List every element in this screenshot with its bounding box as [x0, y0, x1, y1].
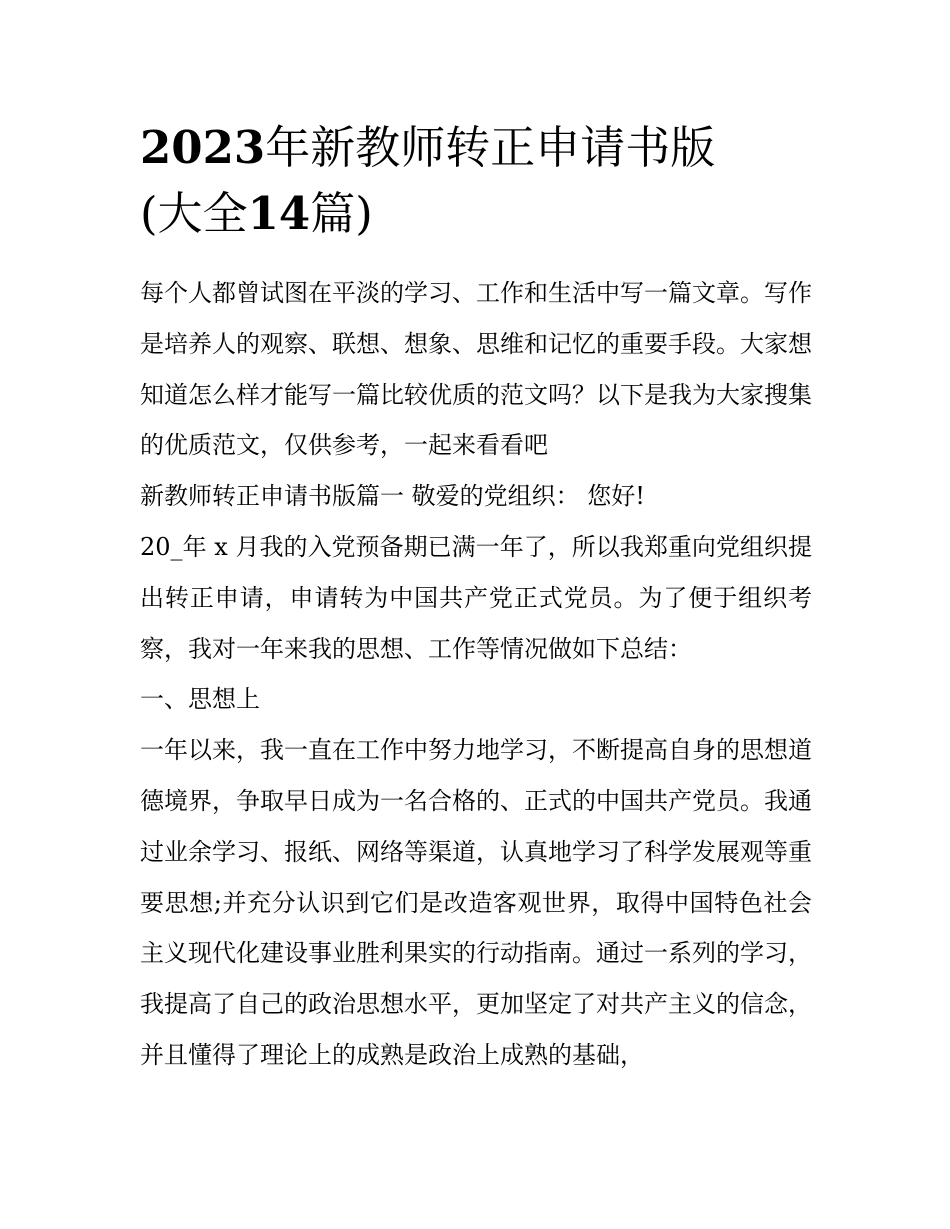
title-line-2 [140, 181, 812, 247]
paragraph-thought: 一年以来，我一直在工作中努力地学习，不断提高自身的思想道德境界，争取早日成为一名合格的、正式的中国共产党员。我通过业余学习、报纸、网络等渠道，认真地学习了科学发展观等重要思想;并充分认识到它们是改造客观世界，取得中国特色社会主义现代化建设事业胜利果实的行动指南。通过一系列的学习，我提高了自己的政治思想水平，更加坚定了对共产主义的信念，并且懂得了理论上的成熟是政治上成熟的基础， [140, 736, 812, 1069]
document-body [140, 268, 812, 1081]
title-text: 年新教师转正申请书版 [265, 121, 716, 174]
title-close: 篇) [310, 187, 373, 240]
paragraph-application: 20_年 x 月我的入党预备期已满一年了，所以我郑重向党组织提出转正申请，申请转为中国共产党正式党员。为了便于组织考察，我对一年来我的思想、工作等情况做如下总结： [140, 532, 812, 663]
document-title [140, 115, 812, 247]
document-content [140, 115, 812, 1081]
title-count: 14 [247, 187, 311, 240]
title-line-1 [140, 115, 812, 181]
section-heading-thought: 一、思想上 [140, 685, 260, 714]
title-open: (大全 [140, 187, 248, 240]
title-year: 2023 [140, 121, 266, 174]
paragraph-salutation: 新教师转正申请书版篇一 敬爱的党组织： 您好! [140, 482, 645, 511]
paragraph-intro: 每个人都曾试图在平淡的学习、工作和生活中写一篇文章。写作是培养人的观察、联想、想象、思维和记忆的重要手段。大家想知道怎么样才能写一篇比较优质的范文吗？以下是我为大家搜集的优质范文，仅供参考，一起来看看吧 [140, 279, 812, 460]
